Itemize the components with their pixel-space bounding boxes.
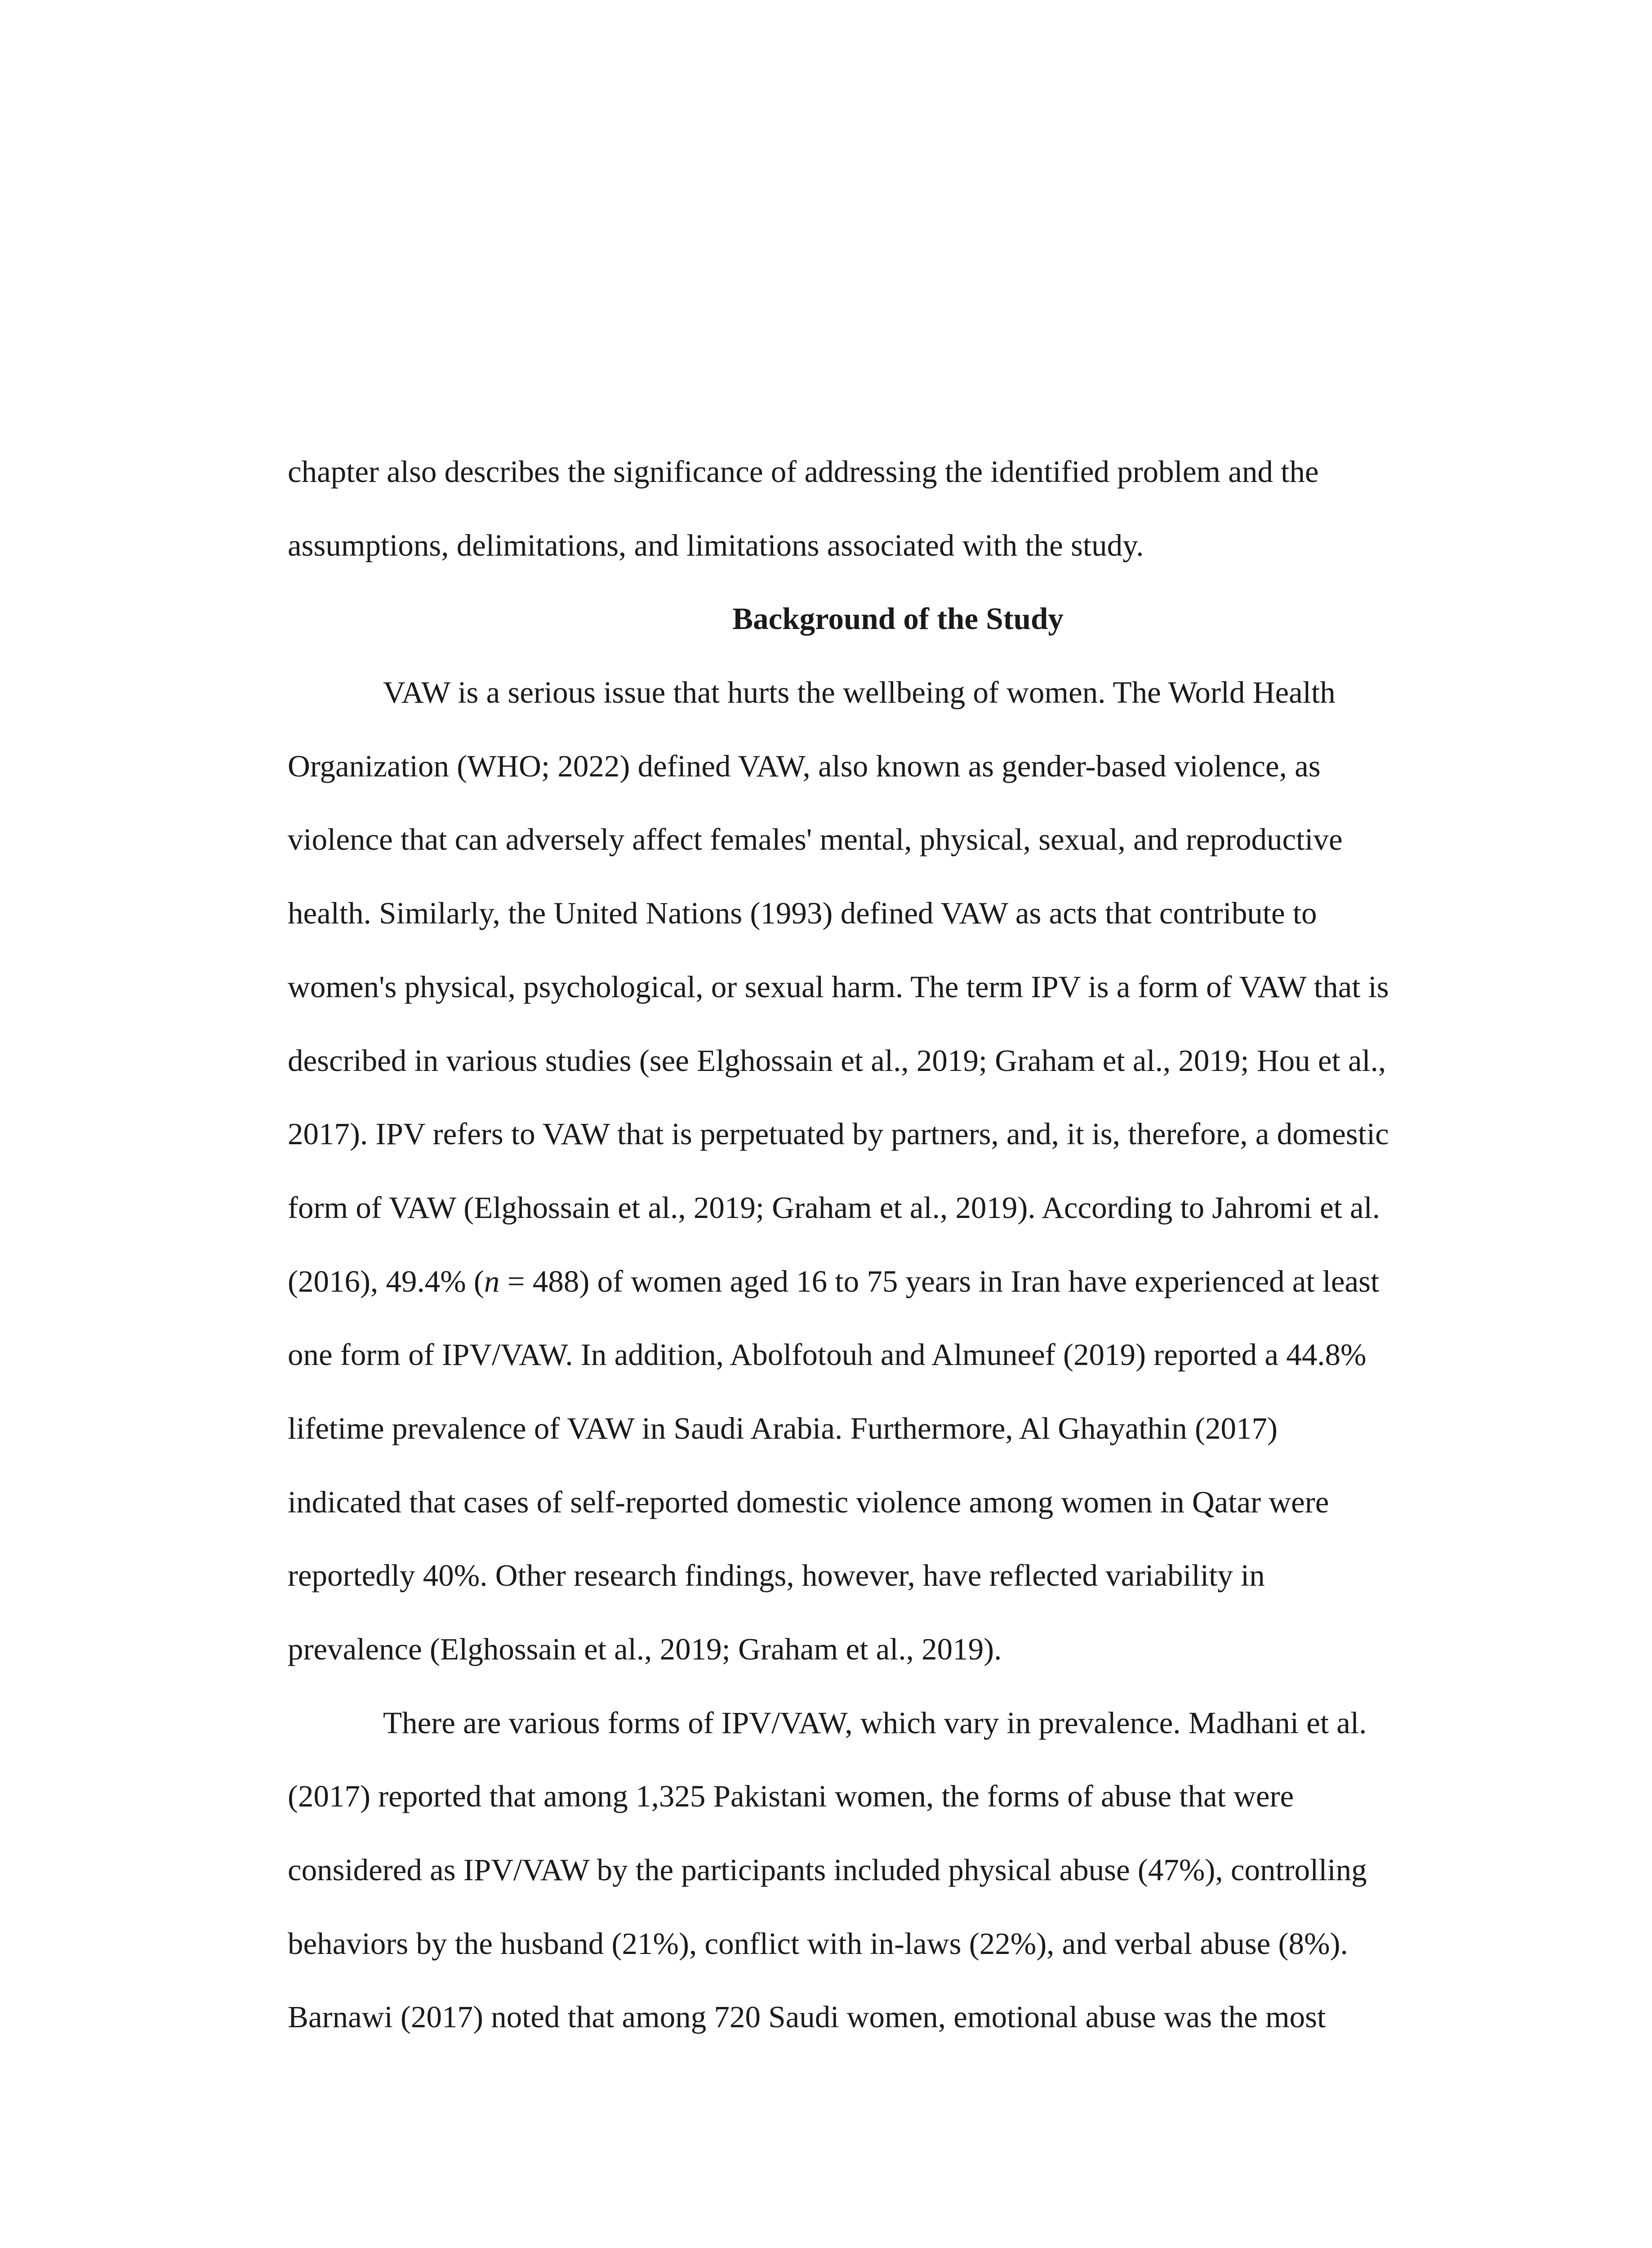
text-line: reportedly 40%. Other research findings, however, have reflected variability in (288, 1558, 1265, 1593)
text-line: 2017). IPV refers to VAW that is perpetuated by partners, and, it is, therefore, a domestic (288, 1117, 1389, 1151)
text-line: women's physical, psychological, or sexual harm. The term IPV is a form of VAW that is (288, 969, 1389, 1004)
text-line: form of VAW (Elghossain et al., 2019; Graham et al., 2019). According to Jahromi et al. (288, 1190, 1380, 1225)
text-line-with-italic (288, 1245, 1445, 1319)
text-line: prevalence (Elghossain et al., 2019; Graham et al., 2019). (288, 1632, 1002, 1666)
italic-n: n (484, 1264, 500, 1298)
section-heading: Background of the Study (732, 602, 1064, 636)
body-text (288, 435, 1445, 2054)
text-line: chapter also describes the significance of addressing the identified problem and the (288, 455, 1319, 489)
text-line: indicated that cases of self-reported domestic violence among women in Qatar were (288, 1485, 1329, 1519)
text-line: behaviors by the husband (21%), conflict with in-laws (22%), and verbal abuse (8%). (288, 1926, 1348, 1961)
text-segment: = 488) of women aged 16 to 75 years in Iran have experienced at least (499, 1264, 1380, 1298)
text-line: assumptions, delimitations, and limitations associated with the study. (288, 528, 1144, 562)
text-line: one form of IPV/VAW. In addition, Abolfotouh and Almuneef (2019) reported a 44.8% (288, 1338, 1367, 1372)
paragraph-first-line: There are various forms of IPV/VAW, which vary in prevalence. Madhani et al. (383, 1705, 1367, 1740)
text-line: lifetime prevalence of VAW in Saudi Arabia. Furthermore, Al Ghayathin (2017) (288, 1411, 1278, 1445)
text-line: Barnawi (2017) noted that among 720 Saudi women, emotional abuse was the most (288, 2000, 1326, 2034)
text-line: (2017) reported that among 1,325 Pakistani women, the forms of abuse that were (288, 1779, 1294, 1814)
text-line: violence that can adversely affect females' mental, physical, sexual, and reproductive (288, 822, 1343, 857)
text-line: considered as IPV/VAW by the participants included physical abuse (47%), controlling (288, 1853, 1367, 1887)
paragraph-first-line: VAW is a serious issue that hurts the wellbeing of women. The World Health (383, 675, 1336, 710)
text-line: Organization (WHO; 2022) defined VAW, also known as gender-based violence, as (288, 749, 1321, 783)
text-line: health. Similarly, the United Nations (1993) defined VAW as acts that contribute to (288, 896, 1317, 931)
text-segment: (2016), 49.4% ( (288, 1264, 484, 1298)
text-line: described in various studies (see Elghossain et al., 2019; Graham et al., 2019; Hou et al., (288, 1043, 1386, 1078)
